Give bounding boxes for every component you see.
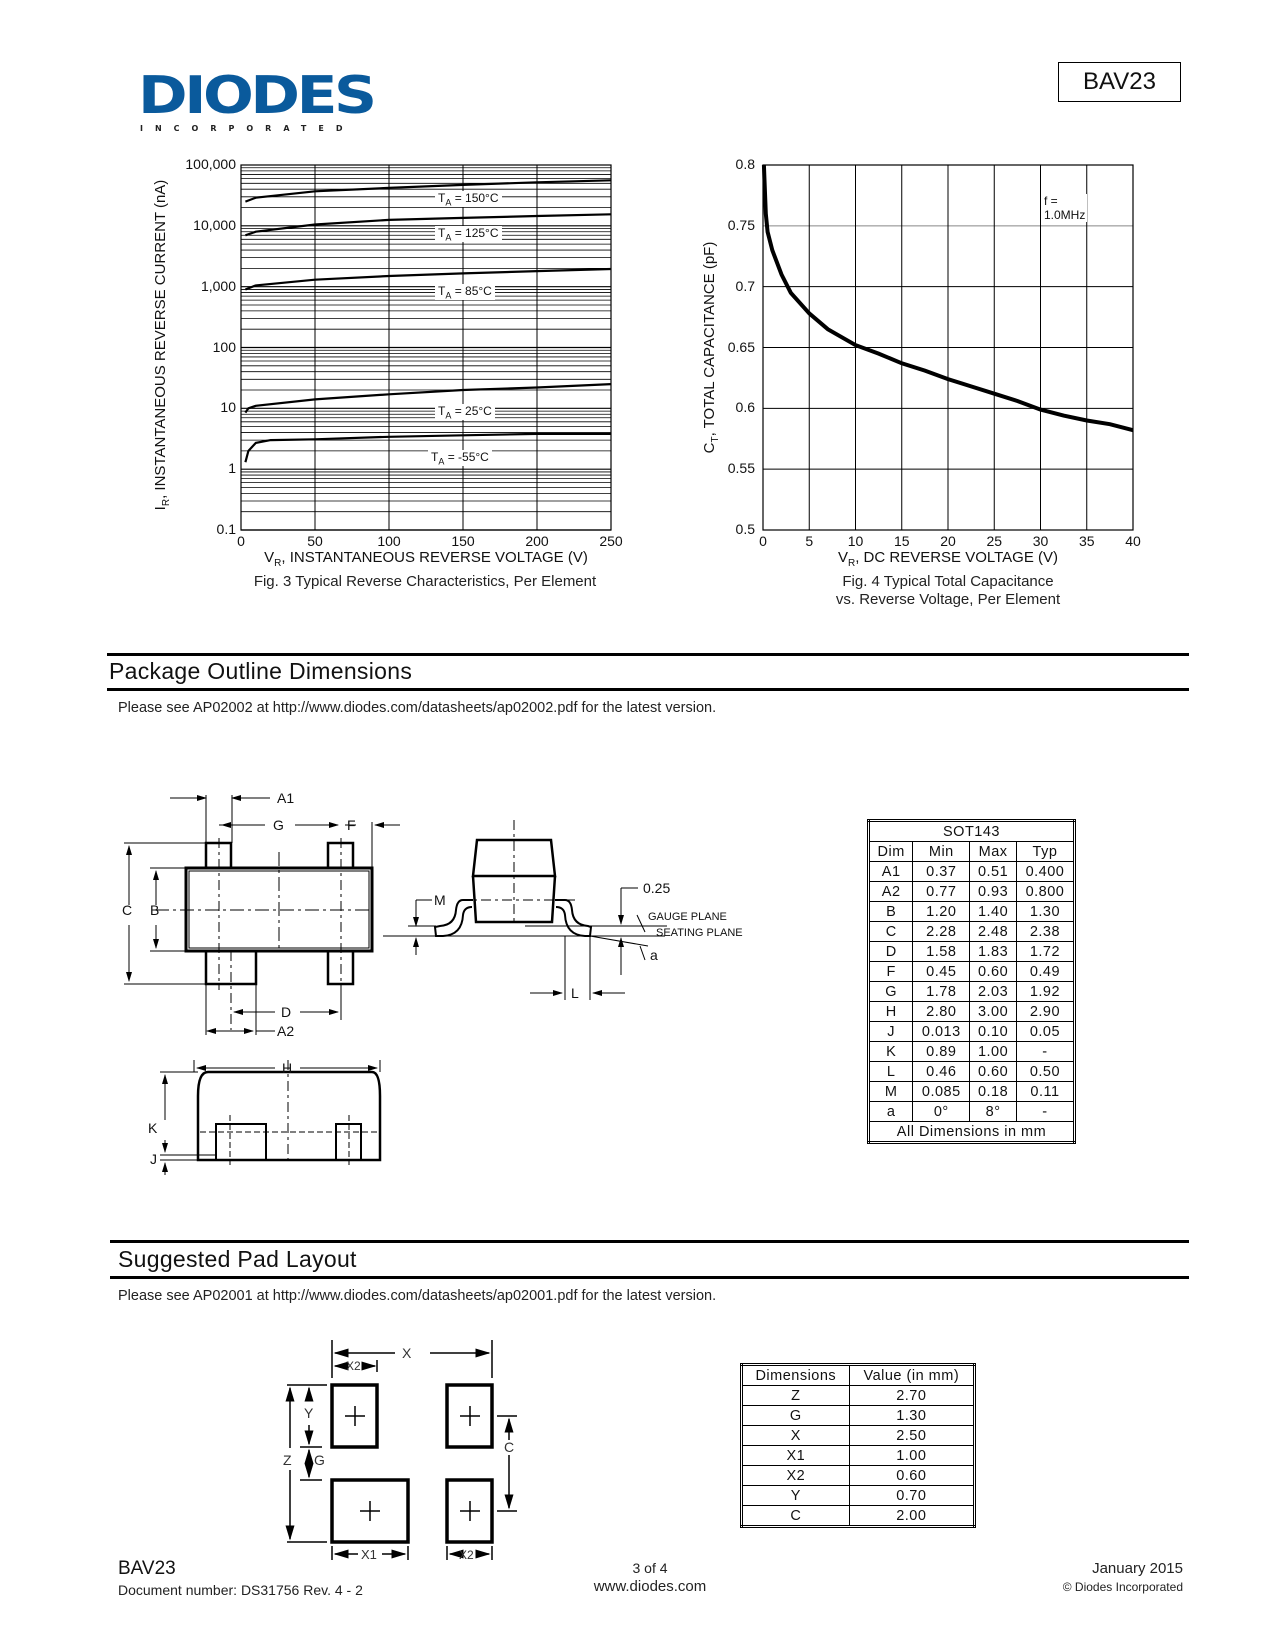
pad-layout-drawing	[260, 1330, 560, 1560]
fig3-series-label: $T_A = 150^\circ C$	[435, 191, 502, 207]
fig4-ylabel: $C_T$, TOTAL CAPACITANCE (pF)	[701, 241, 721, 454]
fig3-caption: Fig. 3 Typical Reverse Characteristics, Per Element	[253, 573, 597, 590]
table-row	[869, 1082, 1075, 1102]
table-cell: 2.90	[1016, 1002, 1074, 1022]
table-cell: a	[869, 1102, 913, 1122]
table-cell: X2	[742, 1466, 850, 1486]
fig3-xtick: 0	[237, 533, 245, 549]
section-rule-bottom	[110, 1276, 1189, 1279]
table-row	[742, 1466, 975, 1486]
fig3-xtick: 250	[599, 533, 623, 549]
table-cell: 1.58	[913, 942, 970, 962]
table-cell: A2	[869, 882, 913, 902]
table-cell: 2.70	[849, 1386, 974, 1406]
table-cell: 0.46	[913, 1062, 970, 1082]
pad-label-y: Y	[304, 1405, 314, 1421]
table-cell: 0.93	[970, 882, 1017, 902]
table-row	[869, 922, 1075, 942]
footer-copyright: © Diodes Incorporated	[1062, 1580, 1183, 1594]
table-cell: 0.37	[913, 862, 970, 882]
table-cell: 0.89	[913, 1042, 970, 1062]
table-cell: 1.92	[1016, 982, 1074, 1002]
table-cell: 2.28	[913, 922, 970, 942]
pad-label-g: G	[314, 1452, 325, 1468]
section-rule-bottom	[107, 688, 1189, 691]
fig3-ytick: 1,000	[200, 277, 236, 294]
table-cell: 1.78	[913, 982, 970, 1002]
table-cell: 1.00	[849, 1446, 974, 1466]
fig3-ylabel: $I_R$, INSTANTANEOUS REVERSE CURRENT (nA)	[152, 179, 172, 511]
table-cell: C	[742, 1506, 850, 1527]
table-row	[869, 882, 1075, 902]
table-cell: M	[869, 1082, 913, 1102]
dim-label-c: C	[122, 902, 133, 918]
dim-label-g: G	[273, 817, 284, 833]
dim-label-a1: A1	[277, 790, 295, 806]
gauge-plane-label: GAUGE PLANE	[648, 911, 727, 923]
table-row	[869, 982, 1075, 1002]
table-cell: H	[869, 1002, 913, 1022]
fig4-xtick: 0	[759, 533, 767, 549]
fig4-xtick: 10	[847, 533, 864, 549]
pad-label-x2-top: X2	[346, 1359, 361, 1373]
fig3-xtick: 100	[377, 533, 401, 549]
fig3-ytick: 10	[220, 399, 236, 416]
pad-dimensions-table	[740, 1363, 976, 1528]
fig3-series-label: $T_A = 125^\circ C$	[435, 226, 502, 242]
footer-date: January 2015	[1092, 1560, 1183, 1577]
table-cell: 0.400	[1016, 862, 1074, 882]
table-cell: 1.30	[849, 1406, 974, 1426]
table-cell: 0.51	[970, 862, 1017, 882]
logo-subtext: INCORPORATED	[140, 124, 355, 133]
package-outline-title: Package Outline Dimensions	[109, 658, 413, 684]
table-row	[869, 1062, 1075, 1082]
fig4-ytick: 0.7	[735, 277, 755, 294]
table-cell: A1	[869, 862, 913, 882]
table-row	[869, 902, 1075, 922]
table-cell: 1.40	[970, 902, 1017, 922]
fig4-xtick: 5	[805, 533, 814, 549]
table-cell: 0.10	[970, 1022, 1017, 1042]
fig4-xtick: 40	[1125, 533, 1141, 549]
footer-page: 3 of 4	[632, 1560, 668, 1576]
fig4-caption: Fig. 4 Typical Total Capacitance vs. Reverse Voltage, Per Element	[835, 573, 1061, 608]
fig4-xlabel: $V_R$, DC REVERSE VOLTAGE (V)	[837, 549, 1059, 569]
fig4-xtick: 30	[1032, 533, 1049, 549]
table-row	[742, 1426, 975, 1446]
table-cell: 0.45	[913, 962, 970, 982]
table-header: Min	[913, 842, 970, 862]
dim-label-k: K	[148, 1120, 158, 1136]
logo-wordmark: DIODES	[138, 66, 374, 126]
table-row	[742, 1446, 975, 1466]
package-outline-note: Please see AP02002 at http://www.diodes.com/datasheets/ap02002.pdf for the latest version.	[118, 700, 717, 716]
gauge-value: 0.25	[643, 880, 671, 896]
fig4-ytick: 0.8	[735, 156, 755, 172]
table-row	[869, 1002, 1075, 1022]
table-cell: 1.20	[913, 902, 970, 922]
table-cell: D	[869, 942, 913, 962]
table-cell: 2.48	[970, 922, 1017, 942]
table-cell: 1.00	[970, 1042, 1017, 1062]
dim-label-a2: A2	[277, 1023, 295, 1039]
table-cell: X1	[742, 1446, 850, 1466]
table-header: Max	[970, 842, 1017, 862]
table-cell: -	[1016, 1042, 1074, 1062]
dim-label-d: D	[281, 1004, 292, 1020]
pad-label-x2-bottom: X2	[459, 1548, 474, 1560]
pad-layout-note: Please see AP02001 at http://www.diodes.com/datasheets/ap02001.pdf for the latest version.	[118, 1288, 717, 1304]
dim-label-f: F	[347, 817, 356, 833]
fig3-ytick: 1	[228, 460, 236, 477]
table-cell: 3.00	[970, 1002, 1017, 1022]
fig3-xlabel: $V_R$, INSTANTANEOUS REVERSE VOLTAGE (V)	[264, 549, 588, 569]
table-cell: J	[869, 1022, 913, 1042]
table-cell: Y	[742, 1486, 850, 1506]
footer-website[interactable]: www.diodes.com	[593, 1578, 707, 1595]
pad-layout-title: Suggested Pad Layout	[118, 1246, 357, 1272]
dim-label-h: H	[282, 1060, 293, 1076]
fig3-xtick: 200	[525, 533, 549, 549]
table-row	[742, 1486, 975, 1506]
table-cell: 0.60	[970, 1062, 1017, 1082]
table-cell: 2.50	[849, 1426, 974, 1446]
fig4-ytick: 0.75	[727, 216, 755, 233]
pad-label-z: Z	[283, 1452, 292, 1468]
table-footer: All Dimensions in mm	[869, 1122, 1075, 1143]
pad-label-c: C	[504, 1439, 515, 1455]
footer-part: BAV23	[118, 1558, 176, 1579]
table-cell: X	[742, 1426, 850, 1446]
table-cell: 0.49	[1016, 962, 1074, 982]
table-cell: 0.800	[1016, 882, 1074, 902]
table-cell: 0.60	[970, 962, 1017, 982]
table-row	[869, 962, 1075, 982]
fig4-ytick: 0.5	[735, 521, 755, 537]
table-header: Typ	[1016, 842, 1074, 862]
table-cell: 1.30	[1016, 902, 1074, 922]
fig3-xtick: 50	[307, 533, 323, 549]
table-row	[742, 1406, 975, 1426]
dim-label-l: L	[571, 985, 579, 1001]
table-cell: 0.77	[913, 882, 970, 902]
fig3-series-label: $T_A = 25^\circ C$	[435, 404, 495, 420]
table-row	[869, 1102, 1075, 1122]
fig4-xtick: 25	[986, 533, 1003, 549]
table-cell: 2.00	[849, 1506, 974, 1527]
fig3-series-label: $T_A = -55^\circ C$	[428, 450, 492, 466]
pad-label-x1: X1	[361, 1547, 377, 1560]
fig4-xtick: 15	[893, 533, 910, 549]
fig3-series-label: $T_A = 85^\circ C$	[435, 284, 495, 300]
table-row	[869, 1022, 1075, 1042]
table-cell: 1.83	[970, 942, 1017, 962]
fig4-ytick: 0.55	[727, 460, 755, 477]
table-header: Value (in mm)	[849, 1365, 974, 1386]
table-package-header: SOT143	[869, 821, 1075, 842]
fig3-ytick: 10,000	[193, 216, 236, 233]
package-outline-drawing	[0, 760, 780, 1200]
table-cell: B	[869, 902, 913, 922]
fig4-xtick: 35	[1078, 533, 1095, 549]
table-cell: 0.50	[1016, 1062, 1074, 1082]
table-row	[869, 1042, 1075, 1062]
fig4-xtick: 20	[940, 533, 956, 549]
footer-doc-number: Document number: DS31756 Rev. 4 - 2	[118, 1582, 363, 1598]
table-cell: 0.11	[1016, 1082, 1074, 1102]
fig3-ytick: 0.1	[216, 521, 236, 537]
table-cell: 0.60	[849, 1466, 974, 1486]
table-row	[742, 1506, 975, 1527]
table-row	[742, 1386, 975, 1406]
table-cell: Z	[742, 1386, 850, 1406]
sot143-dimensions-table	[867, 819, 1076, 1144]
part-number: BAV23	[1083, 68, 1156, 95]
table-cell: 2.80	[913, 1002, 970, 1022]
table-cell: 0.70	[849, 1486, 974, 1506]
section-rule-top	[107, 653, 1189, 656]
fig4-plot	[0, 0, 1275, 620]
table-row	[869, 942, 1075, 962]
seating-plane-label: SEATING PLANE	[656, 927, 743, 939]
fig4-ytick: 0.6	[735, 399, 755, 416]
dim-label-b: B	[150, 902, 160, 918]
table-cell: 0°	[913, 1102, 970, 1122]
table-cell: 8°	[970, 1102, 1017, 1122]
table-cell: 0.18	[970, 1082, 1017, 1102]
table-cell: K	[869, 1042, 913, 1062]
table-header: Dimensions	[742, 1365, 850, 1386]
dim-label-j: J	[150, 1151, 157, 1167]
table-cell: -	[1016, 1102, 1074, 1122]
pad-label-x: X	[402, 1345, 412, 1361]
fig3-ytick: 100	[212, 338, 236, 355]
dim-label-a: a	[650, 947, 658, 963]
table-row	[869, 862, 1075, 882]
section-rule-top	[110, 1240, 1189, 1243]
table-cell: L	[869, 1062, 913, 1082]
table-cell: 2.03	[970, 982, 1017, 1002]
fig3-ytick: 100,000	[185, 156, 236, 172]
table-header: Dim	[869, 842, 913, 862]
fig4-ytick: 0.65	[727, 338, 755, 355]
table-cell: C	[869, 922, 913, 942]
table-cell: 0.085	[913, 1082, 970, 1102]
fig3-xtick: 150	[451, 533, 475, 549]
fig4-annotation: f = 1.0MHz	[1044, 194, 1086, 222]
table-cell: G	[869, 982, 913, 1002]
table-cell: G	[742, 1406, 850, 1426]
dim-label-m: M	[434, 892, 446, 908]
table-cell: F	[869, 962, 913, 982]
table-cell: 0.05	[1016, 1022, 1074, 1042]
table-cell: 0.013	[913, 1022, 970, 1042]
table-cell: 1.72	[1016, 942, 1074, 962]
table-cell: 2.38	[1016, 922, 1074, 942]
